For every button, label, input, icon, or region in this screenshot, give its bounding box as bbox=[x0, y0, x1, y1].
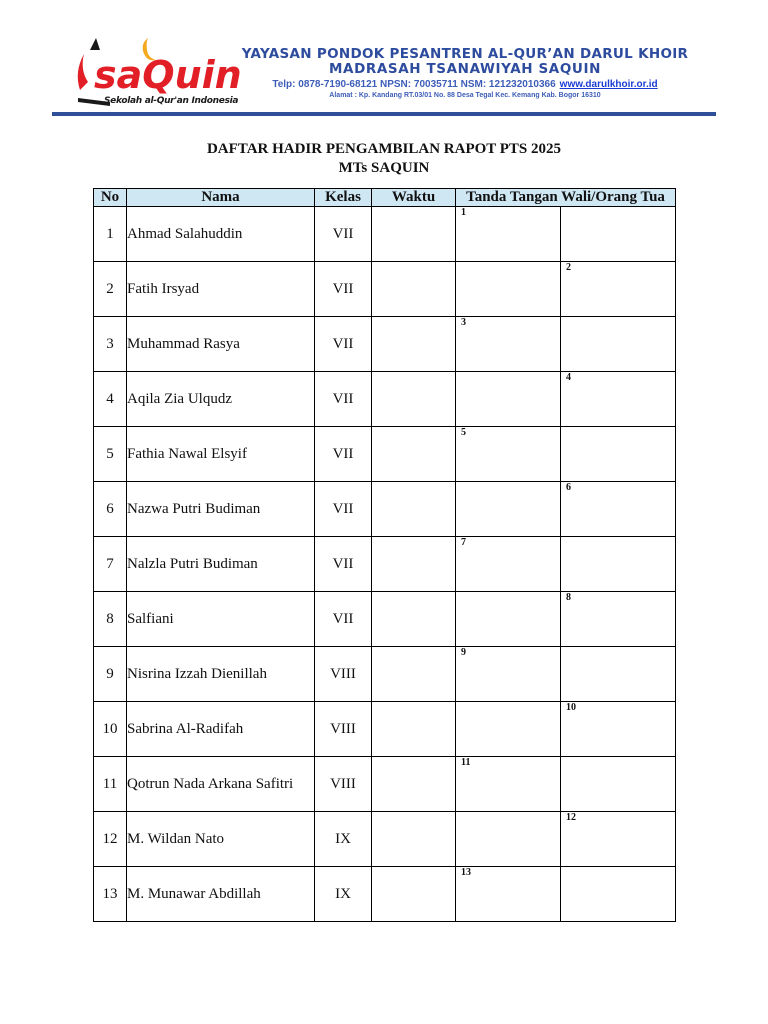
time-cell[interactable] bbox=[372, 812, 456, 867]
signature-cell-left[interactable] bbox=[456, 427, 561, 482]
signature-cell-left[interactable] bbox=[456, 372, 561, 427]
row-number: 13 bbox=[94, 867, 127, 922]
time-cell[interactable] bbox=[372, 427, 456, 482]
contact-line bbox=[200, 79, 730, 90]
attendance-table bbox=[93, 188, 676, 922]
student-name: Qotrun Nada Arkana Safitri bbox=[127, 757, 315, 812]
student-class: VII bbox=[315, 482, 372, 537]
signature-number: 5 bbox=[461, 427, 466, 438]
row-number: 1 bbox=[94, 207, 127, 262]
time-cell[interactable] bbox=[372, 537, 456, 592]
address-line: Alamat : Kp. Kandang RT.03/01 No. 88 Desa Tegal Kec. Kemang Kab. Bogor 16310 bbox=[329, 92, 601, 99]
row-number: 9 bbox=[94, 647, 127, 702]
header-name: Nama bbox=[127, 189, 315, 207]
row-number: 5 bbox=[94, 427, 127, 482]
signature-cell-right[interactable] bbox=[561, 867, 676, 922]
signature-number: 4 bbox=[566, 372, 571, 383]
student-name: Sabrina Al-Radifah bbox=[127, 702, 315, 757]
table-row bbox=[94, 867, 676, 922]
signature-cell-left[interactable] bbox=[456, 262, 561, 317]
logo-subtitle: Sekolah al-Qur'an Indonesia bbox=[104, 96, 239, 106]
student-name: Aqila Zia Ulqudz bbox=[127, 372, 315, 427]
signature-cell-right[interactable] bbox=[561, 592, 676, 647]
signature-cell-left[interactable] bbox=[456, 757, 561, 812]
table-row bbox=[94, 482, 676, 537]
signature-number: 7 bbox=[461, 537, 466, 548]
student-name: M. Wildan Nato bbox=[127, 812, 315, 867]
time-cell[interactable] bbox=[372, 647, 456, 702]
signature-cell-right[interactable] bbox=[561, 702, 676, 757]
student-class: IX bbox=[315, 867, 372, 922]
signature-cell-right[interactable] bbox=[561, 427, 676, 482]
signature-cell-right[interactable] bbox=[561, 812, 676, 867]
signature-number: 2 bbox=[566, 262, 571, 273]
signature-cell-left[interactable] bbox=[456, 482, 561, 537]
student-name: Nazwa Putri Budiman bbox=[127, 482, 315, 537]
document-title: DAFTAR HADIR PENGAMBILAN RAPOT PTS 2025 bbox=[206, 141, 562, 157]
time-cell[interactable] bbox=[372, 867, 456, 922]
table-row bbox=[94, 317, 676, 372]
signature-cell-left[interactable] bbox=[456, 647, 561, 702]
table-row bbox=[94, 702, 676, 757]
student-name: M. Munawar Abdillah bbox=[127, 867, 315, 922]
signature-cell-left[interactable] bbox=[456, 867, 561, 922]
signature-cell-right[interactable] bbox=[561, 647, 676, 702]
header-time: Waktu bbox=[372, 189, 456, 207]
student-class: VII bbox=[315, 427, 372, 482]
header-class: Kelas bbox=[315, 189, 372, 207]
signature-cell-left[interactable] bbox=[456, 207, 561, 262]
student-class: VII bbox=[315, 372, 372, 427]
signature-number: 3 bbox=[461, 317, 466, 328]
signature-cell-left[interactable] bbox=[456, 812, 561, 867]
table-row bbox=[94, 207, 676, 262]
signature-number: 12 bbox=[566, 812, 576, 823]
table-row bbox=[94, 262, 676, 317]
row-number: 7 bbox=[94, 537, 127, 592]
school-name: MADRASAH TSANAWIYAH SAQUIN bbox=[329, 61, 601, 77]
table-row bbox=[94, 757, 676, 812]
website-link[interactable]: www.darulkhoir.or.id bbox=[559, 79, 658, 90]
row-number: 6 bbox=[94, 482, 127, 537]
row-number: 3 bbox=[94, 317, 127, 372]
student-class: VII bbox=[315, 317, 372, 372]
signature-cell-left[interactable] bbox=[456, 537, 561, 592]
document-subtitle: MTs SAQUIN bbox=[338, 160, 430, 176]
letterhead bbox=[0, 0, 768, 120]
row-number: 12 bbox=[94, 812, 127, 867]
svg-text:saQuin: saQuin bbox=[94, 53, 242, 97]
header-divider bbox=[52, 112, 716, 116]
signature-cell-right[interactable] bbox=[561, 317, 676, 372]
signature-number: 9 bbox=[461, 647, 466, 658]
signature-number: 1 bbox=[461, 207, 466, 218]
signature-cell-left[interactable] bbox=[456, 702, 561, 757]
signature-cell-right[interactable] bbox=[561, 537, 676, 592]
row-number: 4 bbox=[94, 372, 127, 427]
signature-number: 10 bbox=[566, 702, 576, 713]
table-header-row bbox=[94, 189, 676, 207]
table-row bbox=[94, 537, 676, 592]
row-number: 8 bbox=[94, 592, 127, 647]
student-name: Ahmad Salahuddin bbox=[127, 207, 315, 262]
time-cell[interactable] bbox=[372, 592, 456, 647]
signature-number: 6 bbox=[566, 482, 571, 493]
document-title-block bbox=[0, 140, 768, 178]
student-class: VII bbox=[315, 537, 372, 592]
student-name: Fathia Nawal Elsyif bbox=[127, 427, 315, 482]
signature-number: 8 bbox=[566, 592, 571, 603]
student-class: VIII bbox=[315, 757, 372, 812]
signature-number: 11 bbox=[461, 757, 471, 768]
student-class: VII bbox=[315, 592, 372, 647]
student-name: Fatih Irsyad bbox=[127, 262, 315, 317]
signature-cell-right[interactable] bbox=[561, 262, 676, 317]
table-row bbox=[94, 427, 676, 482]
student-class: VII bbox=[315, 262, 372, 317]
student-class: VII bbox=[315, 207, 372, 262]
time-cell[interactable] bbox=[372, 482, 456, 537]
table-row bbox=[94, 812, 676, 867]
time-cell[interactable] bbox=[372, 372, 456, 427]
signature-number: 13 bbox=[461, 867, 471, 878]
student-name: Nisrina Izzah Dienillah bbox=[127, 647, 315, 702]
foundation-name: YAYASAN PONDOK PESANTREN AL-QUR’AN DARUL KHOIR bbox=[241, 46, 689, 62]
student-class: VIII bbox=[315, 702, 372, 757]
time-cell[interactable] bbox=[372, 262, 456, 317]
row-number: 2 bbox=[94, 262, 127, 317]
signature-cell-left[interactable] bbox=[456, 317, 561, 372]
time-cell[interactable] bbox=[372, 207, 456, 262]
student-name: Muhammad Rasya bbox=[127, 317, 315, 372]
student-name: Salfiani bbox=[127, 592, 315, 647]
table-row bbox=[94, 647, 676, 702]
time-cell[interactable] bbox=[372, 702, 456, 757]
row-number: 10 bbox=[94, 702, 127, 757]
institution-info bbox=[200, 46, 730, 99]
contact-text: Telp: 0878-7190-68121 NPSN: 70035711 NSM: 121232010366 bbox=[272, 79, 556, 90]
time-cell[interactable] bbox=[372, 757, 456, 812]
student-class: VIII bbox=[315, 647, 372, 702]
student-name: Nalzla Putri Budiman bbox=[127, 537, 315, 592]
student-class: IX bbox=[315, 812, 372, 867]
table-row bbox=[94, 372, 676, 427]
signature-cell-left[interactable] bbox=[456, 592, 561, 647]
signature-cell-right[interactable] bbox=[561, 482, 676, 537]
row-number: 11 bbox=[94, 757, 127, 812]
signature-cell-right[interactable] bbox=[561, 372, 676, 427]
signature-cell-right[interactable] bbox=[561, 207, 676, 262]
time-cell[interactable] bbox=[372, 317, 456, 372]
header-no: No bbox=[94, 189, 127, 207]
table-row bbox=[94, 592, 676, 647]
header-signature: Tanda Tangan Wali/Orang Tua bbox=[456, 189, 676, 207]
signature-cell-right[interactable] bbox=[561, 757, 676, 812]
